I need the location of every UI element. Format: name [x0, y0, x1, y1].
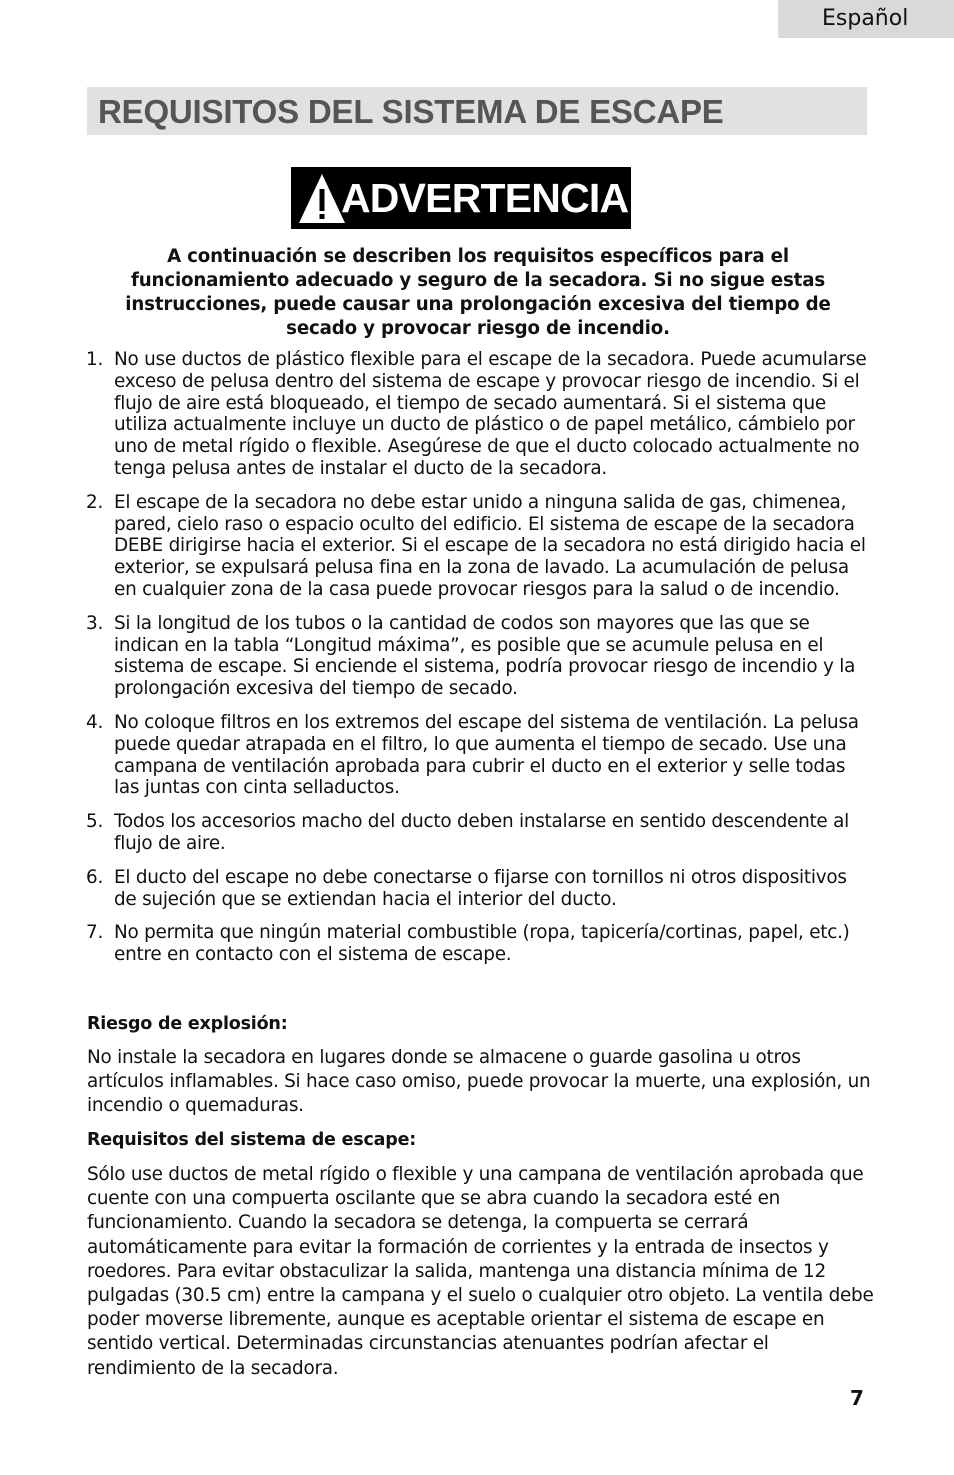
warning-label: ADVERTENCIA — [341, 175, 629, 221]
list-item — [86, 922, 876, 966]
explosion-text: No instale la secadora en lugares donde se almacene o guarde gasolina u otros artículos inflamables. Si hace caso omiso, puede provocar la muerte, una explosión, un incendio o quemaduras. — [87, 1047, 871, 1117]
section-title: REQUISITOS DEL SISTEMA DE ESCAPE — [98, 93, 724, 130]
list-number: 3. — [86, 612, 104, 634]
list-text: El escape de la secadora no debe estar unido a ninguna salida de gas, chimenea, pared, cielo raso o espacio oculto del edificio. El sistema de escape de la secadora DEBE dirigirse hacia el exterior. Si el escape de la secadora no está dirigido hacia el exterior, se expulsará pelusa fina en la zona de lavado. La acumulación de pelusa en cualquier zona de la casa puede provocar riesgos para la salud o de incendio. — [114, 491, 866, 600]
list-text: No permita que ningún material combustible (ropa, tapicería/cortinas, papel, etc.) entre en contacto con el sistema de escape. — [114, 922, 850, 966]
list-item — [86, 867, 876, 911]
list-item — [86, 492, 876, 601]
section-header — [87, 87, 867, 135]
language-tab: Español — [778, 0, 954, 38]
list-text: Todos los accesorios macho del ducto deben instalarse en sentido descendente al flujo de aire. — [114, 811, 849, 854]
list-number: 5. — [86, 811, 104, 833]
list-item — [86, 613, 876, 700]
list-text: No use ductos de plástico flexible para el escape de la secadora. Puede acumularse exceso de pelusa dentro del sistema de escape y provocar riesgo de incendio. Si el flujo de aire está bloqueado, el tiempo de secado aumentará. Si el sistema que utiliza actualmente incluye un ducto de plástico o de papel metálico, cámbielo por uno de metal rígido o flexible. Asegúrese de que el ducto colocado actualmente no tenga pelusa antes de instalar el ducto de la secadora. — [114, 349, 867, 479]
requirements-list — [86, 349, 876, 966]
list-text: Si la longitud de los tubos o la cantidad de codos son mayores que las que se indican en la tabla “Longitud máxima”, es posible que se acumule pelusa en el sistema de escape. Si enciende el sistema, podría provocar riesgo de incendio y la prolongación excesiva del tiempo de secado. — [114, 612, 856, 700]
list-number: 6. — [86, 866, 104, 888]
explosion-heading: Riesgo de explosión: — [87, 1014, 288, 1034]
list-number: 7. — [86, 922, 104, 944]
list-number: 2. — [86, 491, 104, 513]
list-item — [86, 712, 876, 799]
system-requirements-heading: Requisitos del sistema de escape: — [87, 1130, 417, 1150]
page-number: 7 — [850, 1386, 864, 1410]
list-text: El ducto del escape no debe conectarse o fijarse con tornillos ni otros dispositivos de sujeción que se extiendan hacia el interior del ducto. — [114, 866, 847, 910]
list-number: 1. — [86, 349, 104, 370]
list-text: No coloque filtros en los extremos del escape del sistema de ventilación. La pelusa puede quedar atrapada en el filtro, lo que aumenta el tiempo de secado. Use una campana de ventilación aprobada para cubrir el ducto en el exterior y selle todas las juntas con cinta sellaductos. — [114, 711, 859, 799]
list-item — [86, 349, 876, 480]
warning-intro: A continuación se describen los requisitos específicos para el funcionamiento adecuado y seguro de la secadora. Si no sigue estas instrucciones, puede causar una prolongación excesiva del tiempo de secado y provocar riesgo de incendio. — [125, 246, 831, 339]
system-requirements-text: Sólo use ductos de metal rígido o flexible y una campana de ventilación aprobada que cuente con una compuerta oscilante que se abra cuando la secadora esté en funcionamiento. Cuando la secadora se detenga, la compuerta se cerrará automáticamente para evitar la formación de corrientes y la entrada de insectos y roedores. Para evitar obstaculizar la salida, mantenga una distancia mínima de 12 pulgadas (30.5 cm) entre la campana y el suelo o cualquier otro objeto. La ventila debe poder moverse libremente, aunque es aceptable orientar el sistema de escape en sentido vertical. Determinadas circunstancias atenuantes podrían afectar el rendimiento de la secadora. — [87, 1164, 874, 1379]
list-item — [86, 811, 876, 855]
warning-triangle-icon — [297, 171, 347, 225]
list-number: 4. — [86, 711, 104, 733]
warning-banner — [291, 167, 631, 229]
